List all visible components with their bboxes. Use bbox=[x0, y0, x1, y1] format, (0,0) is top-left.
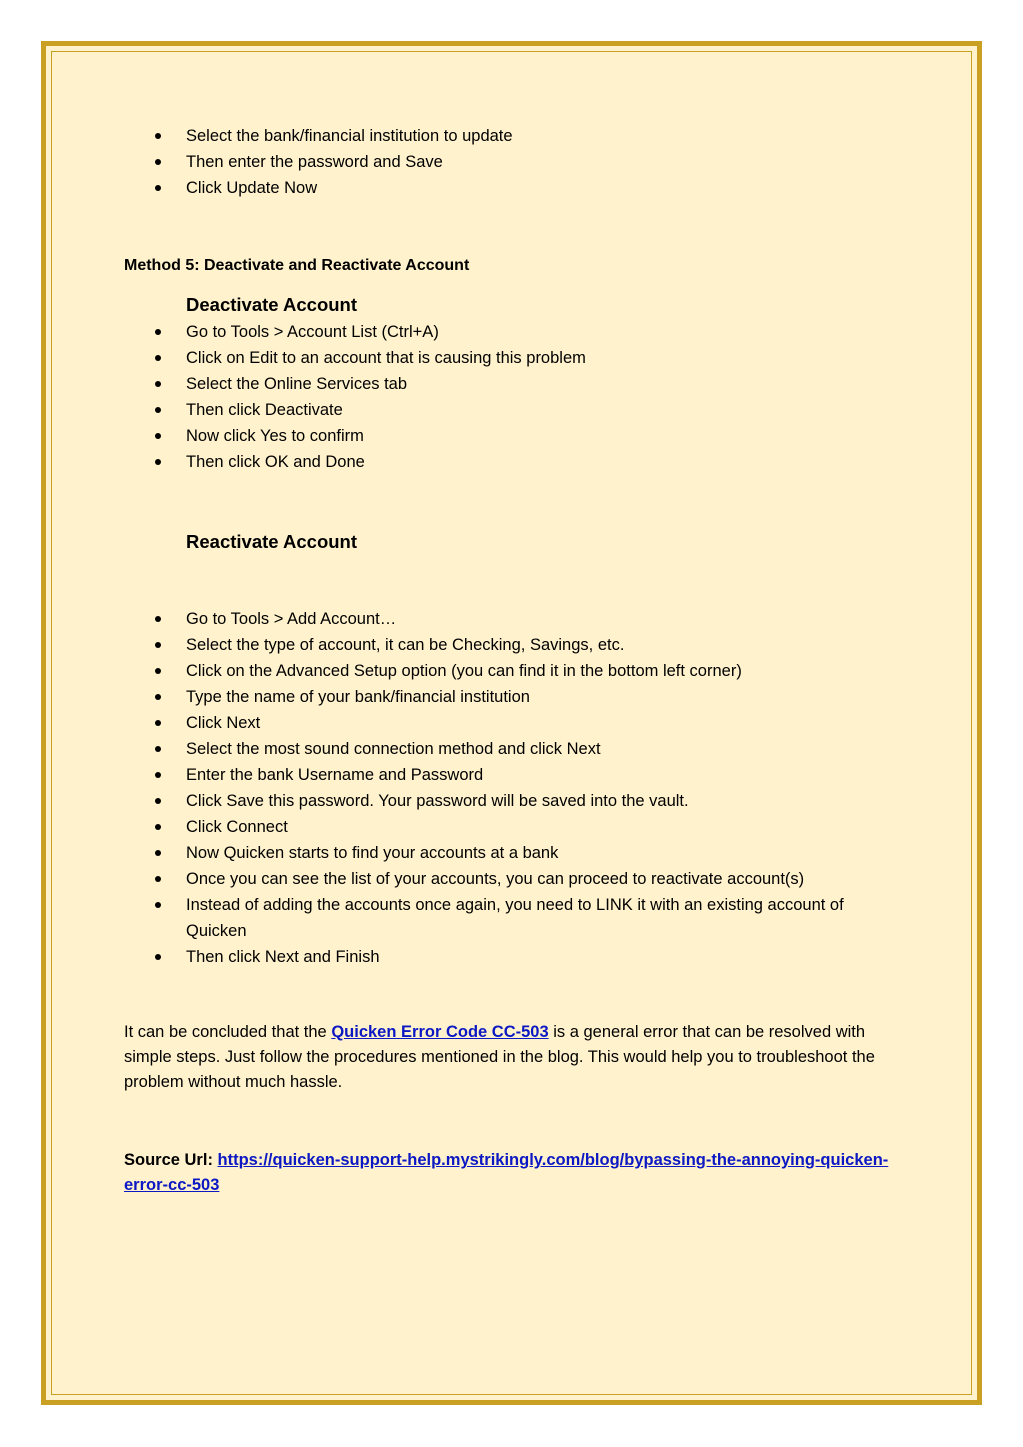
list-item-text: Enter the bank Username and Password bbox=[186, 766, 484, 784]
update-step-item bbox=[155, 175, 905, 201]
deactivate-steps-list bbox=[155, 319, 905, 475]
bullet-icon bbox=[155, 876, 161, 882]
bullet-icon bbox=[155, 355, 161, 361]
list-item-text: Click Save this password. Your password will be saved into the vault. bbox=[186, 792, 689, 810]
update-steps-list bbox=[155, 123, 905, 201]
list-item-text: Type the name of your bank/financial institution bbox=[186, 688, 530, 706]
list-item-text: Then enter the password and Save bbox=[186, 153, 443, 171]
reactivate-step-item bbox=[155, 632, 905, 658]
reactivate-step-item bbox=[155, 710, 905, 736]
list-item-text: Select the type of account, it can be Checking, Savings, etc. bbox=[186, 636, 625, 654]
bullet-icon bbox=[155, 433, 161, 439]
list-item-text: Go to Tools > Add Account… bbox=[186, 610, 397, 628]
deactivate-step-item bbox=[155, 449, 905, 475]
reactivate-step-item bbox=[155, 684, 905, 710]
bullet-icon bbox=[155, 694, 161, 700]
list-item-text: Select the bank/financial institution to update bbox=[186, 127, 513, 145]
bullet-icon bbox=[155, 159, 161, 165]
source-url-link[interactable] bbox=[124, 1151, 888, 1194]
list-item-text: Then click Next and Finish bbox=[186, 948, 380, 966]
list-item-text: Click on the Advanced Setup option (you can find it in the bottom left corner) bbox=[186, 662, 742, 680]
method-heading: Method 5: Deactivate and Reactivate Account bbox=[124, 257, 470, 274]
reactivate-step-item bbox=[155, 788, 905, 814]
reactivate-step-item bbox=[155, 944, 905, 970]
conclusion-text-after: is a general error that can be resolved with simple steps. Just follow the procedures mentioned in the blog. This would help you to troubleshoot the problem without much hassle. bbox=[124, 1023, 875, 1091]
list-item-text: Now click Yes to confirm bbox=[186, 427, 364, 445]
bullet-icon bbox=[155, 185, 161, 191]
reactivate-steps-list bbox=[155, 606, 905, 970]
reactivate-step-item bbox=[155, 892, 905, 944]
reactivate-step-item bbox=[155, 606, 905, 632]
bullet-icon bbox=[155, 772, 161, 778]
reactivate-step-item bbox=[155, 814, 905, 840]
bullet-icon bbox=[155, 824, 161, 830]
source-url-paragraph bbox=[124, 1148, 904, 1198]
source-url-line1: https://quicken-support-help.mystrikingly.com/blog/bypassing-the-annoying-quicken- bbox=[217, 1151, 889, 1169]
list-item-text: Instead of adding the accounts once again, you need to LINK it with an existing account of Quicken bbox=[186, 896, 844, 940]
list-item-text: Go to Tools > Account List (Ctrl+A) bbox=[186, 323, 439, 341]
list-item-text: Once you can see the list of your accounts, you can proceed to reactivate account(s) bbox=[186, 870, 805, 888]
list-item-text: Click Next bbox=[186, 714, 261, 732]
reactivate-step-item bbox=[155, 762, 905, 788]
deactivate-step-item bbox=[155, 345, 905, 371]
deactivate-step-item bbox=[155, 423, 905, 449]
list-item-text: Then click OK and Done bbox=[186, 453, 365, 471]
bullet-icon bbox=[155, 407, 161, 413]
reactivate-step-item bbox=[155, 840, 905, 866]
list-item-text: Then click Deactivate bbox=[186, 401, 343, 419]
quicken-error-link[interactable]: Quicken Error Code CC-503 bbox=[331, 1023, 549, 1041]
bullet-icon bbox=[155, 133, 161, 139]
bullet-icon bbox=[155, 329, 161, 335]
update-step-item bbox=[155, 149, 905, 175]
list-item-text: Select the most sound connection method and click Next bbox=[186, 740, 601, 758]
reactivate-step-item bbox=[155, 658, 905, 684]
deactivate-step-item bbox=[155, 397, 905, 423]
conclusion-text-before: It can be concluded that the bbox=[124, 1023, 332, 1041]
list-item-text: Click Connect bbox=[186, 818, 288, 836]
list-item-text: Now Quicken starts to find your accounts at a bank bbox=[186, 844, 559, 862]
bullet-icon bbox=[155, 459, 161, 465]
source-label: Source Url: bbox=[124, 1151, 218, 1169]
conclusion-paragraph bbox=[124, 1020, 904, 1095]
source-url-line2: error-cc-503 bbox=[124, 1176, 220, 1194]
deactivate-step-item bbox=[155, 319, 905, 345]
bullet-icon bbox=[155, 746, 161, 752]
bullet-icon bbox=[155, 668, 161, 674]
list-item-text: Click Update Now bbox=[186, 179, 318, 197]
reactivate-step-item bbox=[155, 736, 905, 762]
bullet-icon bbox=[155, 381, 161, 387]
list-item-text: Select the Online Services tab bbox=[186, 375, 408, 393]
reactivate-heading: Reactivate Account bbox=[186, 531, 358, 552]
list-item-text: Click on Edit to an account that is causing this problem bbox=[186, 349, 586, 367]
bullet-icon bbox=[155, 720, 161, 726]
bullet-icon bbox=[155, 642, 161, 648]
bullet-icon bbox=[155, 954, 161, 960]
bullet-icon bbox=[155, 850, 161, 856]
deactivate-step-item bbox=[155, 371, 905, 397]
bullet-icon bbox=[155, 798, 161, 804]
bullet-icon bbox=[155, 616, 161, 622]
bullet-icon bbox=[155, 902, 161, 908]
reactivate-step-item bbox=[155, 866, 905, 892]
update-step-item bbox=[155, 123, 905, 149]
deactivate-heading: Deactivate Account bbox=[186, 294, 358, 315]
